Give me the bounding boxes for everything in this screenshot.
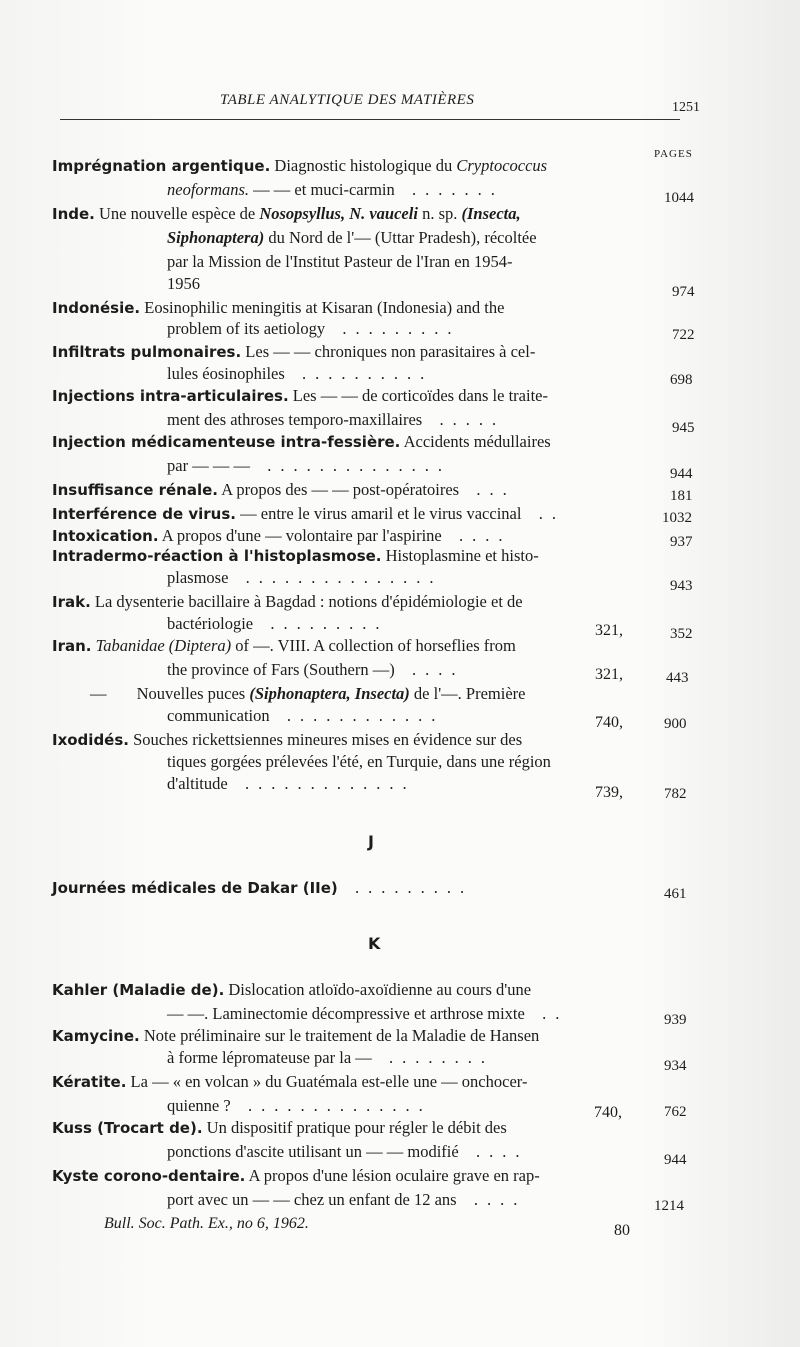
running-head: TABLE ANALYTIQUE DES MATIÈRES <box>220 92 475 108</box>
entry-line: par la Mission de l'Institut Pasteur de l'Iran en 1954- <box>167 252 513 271</box>
entry-line: — —. Laminectomie décompressive et arthrose mixte .. <box>167 1004 569 1023</box>
page-ref: 934 <box>664 1058 687 1074</box>
entry-intradermo: Intradermo-réaction à l'histoplasmose. Histoplasmine et histo- <box>52 546 539 565</box>
entry-infiltrats: Infiltrats pulmonaires. Les — — chroniques non parasitaires à cel- <box>52 342 536 361</box>
entry-ixodides: Ixodidés. Souches rickettsiennes mineures mises en évidence sur des <box>52 730 523 749</box>
page-ref: 1214 <box>654 1198 684 1214</box>
section-letter-k: K <box>368 934 381 953</box>
section-letter-j: J <box>368 832 374 851</box>
page-ref-secondary: 321, <box>595 666 623 683</box>
page-ref: 974 <box>672 284 695 300</box>
entry-line: 1956 <box>167 274 200 293</box>
page-ref: 762 <box>664 1104 687 1120</box>
page-ref: 722 <box>672 327 695 343</box>
page-ref: 939 <box>664 1012 687 1028</box>
entry-line: port avec un — — chez un enfant de 12 ans .... <box>167 1190 527 1209</box>
page-ref: 944 <box>670 466 693 482</box>
page-ref: 461 <box>664 886 687 902</box>
page-ref: 900 <box>664 716 687 732</box>
page-ref-secondary: 740, <box>594 1104 622 1121</box>
entry-intoxication: Intoxication. A propos d'une — volontaire par l'aspirine .... <box>52 526 512 545</box>
entry-line: plasmose ............... <box>167 568 443 587</box>
entry-journees: Journées médicales de Dakar (IIe) ......... <box>52 878 474 897</box>
entry-iran-subentry: — Nouvelles puces (Siphonaptera, Insecta) de l'—. Première <box>90 684 526 703</box>
header-rule <box>60 119 680 120</box>
entry-line: Siphonaptera) du Nord de l'— (Uttar Pradesh), récoltée <box>167 228 537 247</box>
pages-column-label: PAGES <box>654 148 693 160</box>
entry-line: ment des athroses temporo-maxillaires ..... <box>167 410 506 429</box>
entry-line: à forme lépromateuse par la — ........ <box>167 1048 495 1067</box>
entry-line: par — — — .............. <box>167 456 451 475</box>
page-ref-secondary: 739, <box>595 784 623 801</box>
entry-line: problem of its aetiology ......... <box>167 319 461 338</box>
page-ref: 443 <box>666 670 689 686</box>
entry-kahler: Kahler (Maladie de). Dislocation atloïdo-axoïdienne au cours d'une <box>52 980 532 999</box>
entry-iran: Iran. Tabanidae (Diptera) of —. VIII. A collection of horseflies from <box>52 636 516 655</box>
entry-injections: Injections intra-articulaires. Les — — de corticoïdes dans le traite- <box>52 386 548 405</box>
signature-number: 80 <box>614 1222 630 1239</box>
entry-line: lules éosinophiles .......... <box>167 364 434 383</box>
entry-line: quienne ? .............. <box>167 1096 432 1115</box>
entry-kuss: Kuss (Trocart de). Un dispositif pratique pour régler le débit des <box>52 1118 507 1137</box>
entry-indonesie: Indonésie. Eosinophilic meningitis at Kisaran (Indonesia) and the <box>52 298 505 317</box>
entry-interference: Interférence de virus. — entre le virus amaril et le virus vaccinal .. <box>52 504 565 523</box>
entry-line: ponctions d'ascite utilisant un — — modifié .... <box>167 1142 529 1161</box>
page-ref-secondary: 740, <box>595 714 623 731</box>
page-number: 1251 <box>672 100 700 115</box>
entry-kyste: Kyste corono-dentaire. A propos d'une lésion oculaire grave en rap- <box>52 1166 540 1185</box>
page-ref: 782 <box>664 786 687 802</box>
page-ref: 1044 <box>664 190 694 206</box>
entry-insuffisance: Insuffisance rénale. A propos des — — post-opératoires ... <box>52 480 516 499</box>
page-ref-secondary: 321, <box>595 622 623 639</box>
entry-line: d'altitude ............. <box>167 774 416 793</box>
entry-keratite: Kératite. La — « en volcan » du Guatémala est-elle une — onchocer- <box>52 1072 528 1091</box>
page-ref: 698 <box>670 372 693 388</box>
page-ref: 937 <box>670 534 693 550</box>
page-ref: 944 <box>664 1152 687 1168</box>
entry-inde: Inde. Une nouvelle espèce de Nosopsyllus, N. vauceli n. sp. (Insecta, <box>52 204 521 223</box>
entry-kamycine: Kamycine. Note préliminaire sur le traitement de la Maladie de Hansen <box>52 1026 540 1045</box>
journal-citation: Bull. Soc. Path. Ex., no 6, 1962. <box>104 1215 309 1232</box>
entry-line: tiques gorgées prélevées l'été, en Turquie, dans une région <box>167 752 551 771</box>
page-ref: 945 <box>672 420 695 436</box>
page-ref: 1032 <box>662 510 692 526</box>
page-ref: 352 <box>670 626 693 642</box>
entry-injection-medicamenteuse: Injection médicamenteuse intra-fessière. Accidents médullaires <box>52 432 551 451</box>
page-ref: 181 <box>670 488 693 504</box>
entry-line: communication ............ <box>167 706 445 725</box>
entry-line: bactériologie ......... <box>167 614 389 633</box>
entry-line: neoformans. — — et muci-carmin ....... <box>167 180 504 199</box>
entry-irak: Irak. La dysenterie bacillaire à Bagdad : notions d'épidémiologie et de <box>52 592 523 611</box>
entry-line: the province of Fars (Southern —) .... <box>167 660 465 679</box>
entry-impregnation: Imprégnation argentique. Diagnostic histologique du Cryptococcus <box>52 156 548 175</box>
page-ref: 943 <box>670 578 693 594</box>
